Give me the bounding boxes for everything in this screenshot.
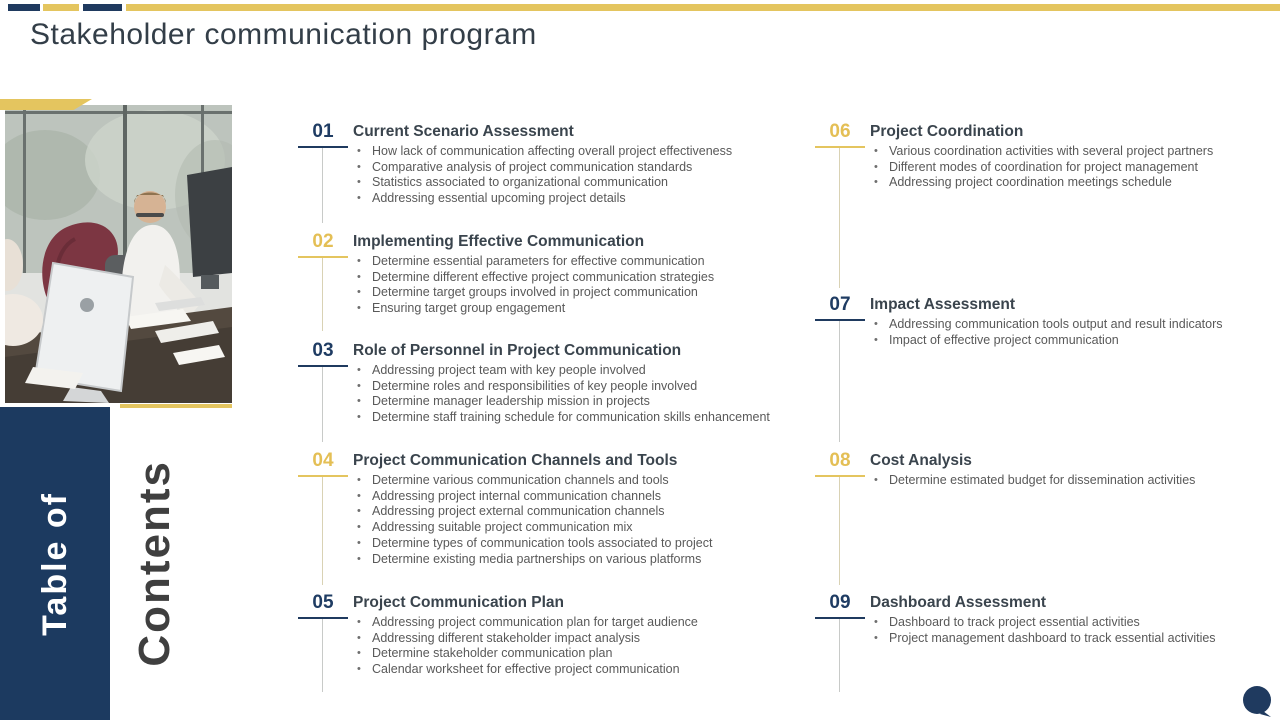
section-number: 08 [829,450,851,471]
section-bullets [353,615,813,678]
section-bullets [353,144,813,207]
section-title: Implementing Effective Communication [353,233,645,250]
bullet: • Calendar worksheet for effective project communication [353,662,813,678]
bullet: • Addressing communication tools output and result indicators [870,317,1265,333]
section-bullets [353,473,813,567]
table-of-label: Table of [35,491,74,636]
bullet: • How lack of communication affecting overall project effectiveness [353,144,813,160]
toc-item-04 [298,449,813,567]
number-underline [298,256,348,258]
bullet: • Determine different effective project communication strategies [353,270,813,286]
number-underline [298,475,348,477]
section-number: 05 [312,592,334,613]
section-title: Role of Personnel in Project Communication [353,342,682,359]
section-title: Cost Analysis [870,452,972,469]
number-underline [298,146,348,148]
table-of-panel [0,407,110,720]
section-number: 01 [312,121,334,142]
section-bullets [870,144,1265,191]
speech-bubble-icon [1241,685,1275,719]
toc-item-02 [298,230,813,317]
section-bullets [870,317,1265,348]
section-number: 06 [829,121,851,142]
toc-item-07 [815,293,1265,348]
bullet: • Determine types of communication tools associated to project [353,536,813,552]
section-number: 02 [312,231,334,252]
bullet: • Addressing project team with key people involved [353,363,813,379]
section-bullets [870,615,1265,646]
rail-line [839,619,840,692]
bullet: • Determine essential parameters for effective communication [353,254,813,270]
toc-item-01 [298,120,813,207]
rail-line [839,477,840,585]
bullet: • Comparative analysis of project communication standards [353,160,813,176]
bullet: • Addressing project internal communication channels [353,489,813,505]
office-photo-art [5,105,232,403]
section-title: Impact Assessment [870,296,1016,313]
rail-line [839,148,840,288]
bullet: • Determine target groups involved in project communication [353,285,813,301]
bullet: • Determine estimated budget for dissemination activities [870,473,1265,489]
section-title: Current Scenario Assessment [353,123,574,140]
bullet: • Determine existing media partnerships on various platforms [353,552,813,568]
bullet: • Determine various communication channels and tools [353,473,813,489]
section-title: Dashboard Assessment [870,594,1047,611]
section-bullets [870,473,1265,489]
rail-line [322,367,323,442]
number-underline [815,146,865,148]
bullet: • Addressing project communication plan for target audience [353,615,813,631]
bullet: • Different modes of coordination for project management [870,160,1265,176]
bullet: • Addressing different stakeholder impact analysis [353,631,813,647]
rail-line [322,148,323,223]
section-bullets [353,254,813,317]
contents-panel [112,407,197,720]
number-underline [815,617,865,619]
rail-line [322,477,323,585]
section-number: 09 [829,592,851,613]
rail-line [839,321,840,442]
toc-item-05 [298,591,813,678]
number-underline [298,617,348,619]
toc-item-06 [815,120,1265,191]
bullet: • Statistics associated to organizational communication [353,175,813,191]
topbar-segment-navy-1 [8,4,40,11]
toc-item-09 [815,591,1265,646]
bullet: • Impact of effective project communication [870,333,1265,349]
bullet: • Determine manager leadership mission in projects [353,394,813,410]
bullet: • Addressing essential upcoming project details [353,191,813,207]
section-number: 03 [312,340,334,361]
bullet: • Determine stakeholder communication plan [353,646,813,662]
section-number: 07 [829,294,851,315]
topbar-segment-gold-2 [126,4,1280,11]
bullet: • Determine staff training schedule for communication skills enhancement [353,410,813,426]
section-title: Project Coordination [870,123,1024,140]
bullet: • Project management dashboard to track essential activities [870,631,1265,647]
bullet: • Various coordination activities with several project partners [870,144,1265,160]
toc-item-03 [298,339,813,426]
section-bullets [353,363,813,426]
bullet: • Dashboard to track project essential activities [870,615,1265,631]
bullet: • Ensuring target group engagement [353,301,813,317]
office-team-photo [5,105,232,403]
bullet: • Determine roles and responsibilities of key people involved [353,379,813,395]
rail-line [322,258,323,331]
bullet: • Addressing project external communication channels [353,504,813,520]
rail-line [322,619,323,692]
bullet: • Addressing project coordination meetings schedule [870,175,1265,191]
topbar-segment-navy-2 [83,4,122,11]
number-underline [298,365,348,367]
page-title: Stakeholder communication program [30,18,537,51]
number-underline [815,319,865,321]
section-title: Project Communication Plan [353,594,565,611]
topbar-segment-gold-1 [43,4,79,11]
section-number: 04 [312,450,334,471]
section-title: Project Communication Channels and Tools [353,452,678,469]
number-underline [815,475,865,477]
contents-label: Contents [129,460,179,667]
toc-item-08 [815,449,1265,489]
bullet: • Addressing suitable project communication mix [353,520,813,536]
